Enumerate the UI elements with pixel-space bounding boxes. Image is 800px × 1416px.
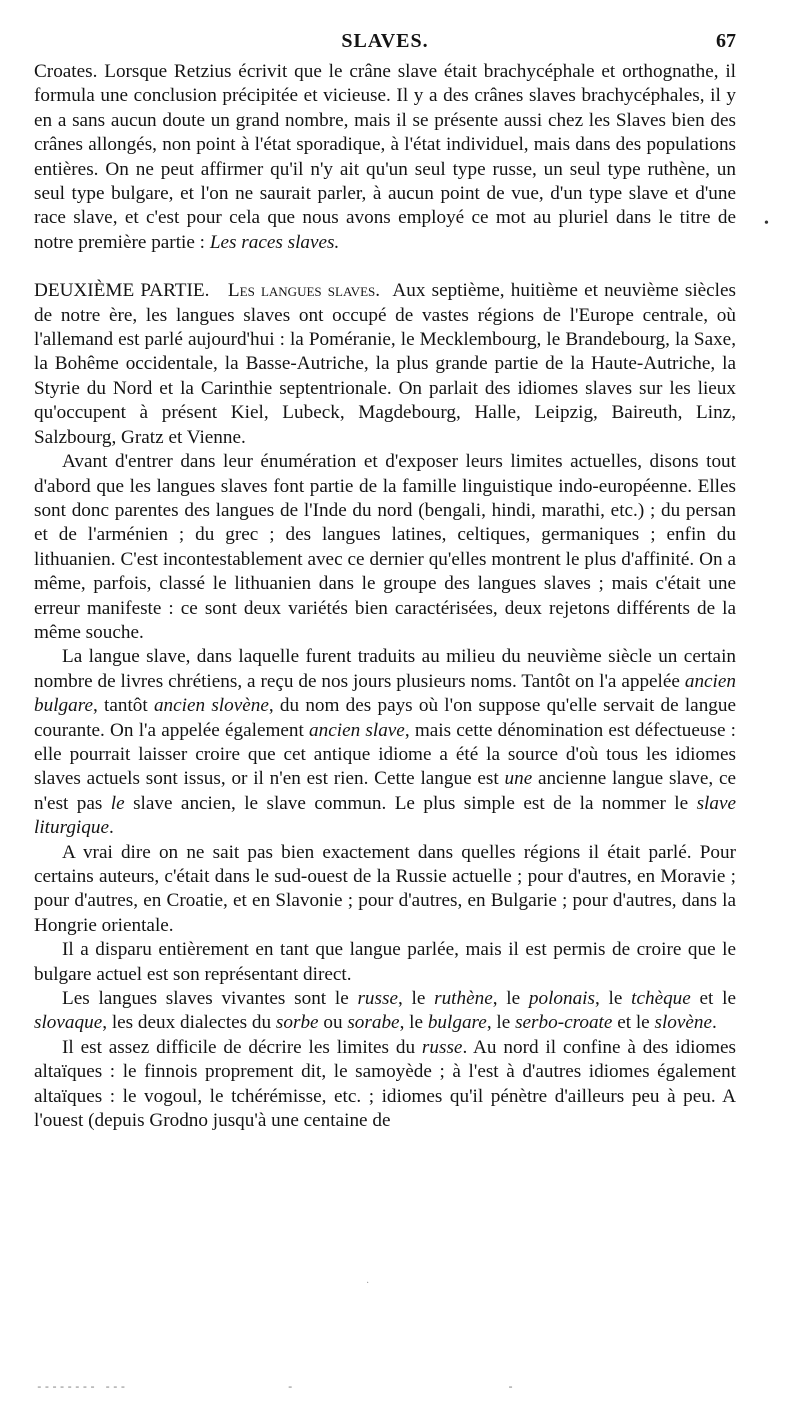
p7-q: , le	[486, 1012, 516, 1034]
p7-a: Les langues slaves vivantes sont le	[62, 988, 358, 1010]
page-speck: ·	[366, 1278, 370, 1289]
p4-h: une	[504, 768, 533, 790]
p8-b: russe	[421, 1036, 463, 1058]
p7-k: , les deux dialectes du	[102, 1012, 276, 1034]
p7-m: ou	[318, 1012, 348, 1034]
p4-j: le	[110, 792, 125, 814]
p7-s: et le	[612, 1012, 655, 1034]
p7-l: sorbe	[275, 1012, 319, 1034]
paragraph-3: Avant d'entrer dans leur énumération et d'exposer leurs limites actuelles, disons tout d'abord que les langues slaves font partie de la famille linguistique indo-européenne. Elles sont donc parentes des langues de l'Inde du nord (bengali, hindi, marathi, etc.) ; du persan et de l'arménien ; du grec ; des langues latines, celtiques, germaniques ; enfin du lithuanien. C'est incontestablement avec ce dernier qu'elles montrent le plus d'affinité. On a même, parfois, classé le lithuanien dans le groupe des langues slaves ; mais c'était une erreur manifeste : ce sont deux variétés bien caractérisées, deux rejetons différents de la même souche.	[34, 451, 736, 643]
paragraph-4	[34, 645, 736, 840]
paragraph-5: A vrai dire on ne sait pas bien exactement dans quelles régions il était parlé. Pour certains auteurs, c'était dans le sud-ouest de la Russie actuelle ; pour d'autres, en Moravie ; pour d'autres, en Croatie, et en Slavonie ; pour d'autres, en Bulgarie ; pour d'autres, dans la Hongrie orientale.	[34, 841, 736, 936]
p7-o: , le	[399, 1012, 428, 1034]
p8-c: . Au nord il confine à des idiomes altaïques : le finnois proprement dit, le samoyède ; à l'est à d'autres idiomes également altaïques : le vogoul, le tchérémisse, etc. ; idiomes qu'il pénètre d'ailleurs peu à peu. A l'ouest (depuis Grodno jusqu'à une centaine de	[34, 1036, 737, 1132]
p7-b: russe	[357, 988, 398, 1010]
paragraph-2-text: Aux septième, huitième et neuvième siècles de notre ère, les langues slaves ont occupé de vastes régions de l'Europe centrale, où l'allemand est parlé aujourd'hui : la Poméranie, le Mecklembourg, le Brandebourg, la Saxe, la Bohême occidentale, la Basse-Autriche, la plus grande partie de la Haute-Autriche, la Styrie du Nord et la Carinthie septentrionale. On parlait des idiomes slaves sur les lieux qu'occupent à présent Kiel, Lubeck, Magdebourg, Halle, Leipzig, Baireuth, Linz, Salzbourg, Gratz et Vienne.	[34, 280, 736, 448]
p8-a: Il est assez difficile de décrire les limites du	[62, 1036, 422, 1058]
p7-d: ruthène	[434, 988, 493, 1010]
p7-j: slovaque	[34, 1012, 103, 1034]
p4-k: slave ancien, le slave commun. Le plus simple est de la nommer le	[124, 792, 697, 814]
paragraph-1-italic: Les races slaves.	[209, 231, 340, 253]
p7-r: serbo-croate	[515, 1012, 613, 1034]
p7-c: , le	[397, 988, 435, 1010]
p7-u: .	[712, 1012, 717, 1034]
page-number: 67	[716, 30, 736, 52]
p4-f: ancien slave	[309, 719, 405, 741]
margin-speck: •	[764, 216, 769, 231]
p4-c: , tantôt	[92, 695, 154, 717]
page-header	[34, 30, 736, 56]
p7-i: et le	[690, 988, 736, 1010]
p7-p: bulgare	[427, 1012, 487, 1034]
section-heading: DEUXIÈME PARTIE.	[34, 280, 210, 302]
p7-e: , le	[492, 988, 529, 1010]
p4-d: ancien slovène	[153, 695, 269, 717]
p4-e: , du nom des pays où l'on suppose qu'elle servait de langue courante. On l'a appelée également	[34, 695, 737, 741]
paragraph-1-text: Croates. Lorsque Retzius écrivit que le crâne slave était brachycéphale et orthognathe, il formula une conclusion précipitée et vicieuse. Il y a des crânes slaves brachycéphales, il y en a sans aucun doute un grand nombre, mais il se présente aussi chez les Slaves bien des crânes allongés, non point à l'état sporadique, à l'état individuel, mais dans des populations entières. On ne peut affirmer qu'il n'y ait qu'un seul type russe, un seul type ruthène, un seul type bulgare, et l'on ne saurait parler, à aucun point de vue, d'un type slave et d'une race slave, et c'est pour cela que nous avons employé ce mot au pluriel dans le titre de notre première partie :	[34, 61, 736, 253]
scan-artifact-marks: -------- --- - -	[36, 1382, 515, 1394]
paragraph-7	[34, 987, 736, 1036]
p4-g: , mais cette dénomination est défectueuse : elle pourrait laisser croire que cet antique idiome a été la source d'où tous les idiomes slaves actuels sont issus, or il n'en est rien. Cette langue est	[34, 719, 736, 790]
p7-t: slovène	[654, 1012, 713, 1034]
p4-a: La langue slave, dans laquelle furent traduits au milieu du neuvième siècle un certain nombre de livres chrétiens, a reçu de nos jours plusieurs noms. Tantôt on l'a appelée	[34, 646, 736, 692]
p7-g: , le	[594, 988, 632, 1010]
section-paragraph	[34, 279, 736, 450]
p4-l: slave liturgique	[34, 792, 736, 839]
running-head: SLAVES.	[341, 30, 429, 52]
paragraph-8	[34, 1036, 736, 1134]
p4-b: ancien bulgare	[34, 670, 736, 717]
body-text	[34, 60, 736, 1133]
p4-i: ancienne langue slave, ce n'est pas	[34, 768, 736, 814]
paragraph-1	[34, 60, 736, 255]
p7-h: tchèque	[631, 988, 691, 1010]
p7-f: polonais	[528, 988, 595, 1010]
p4-m: .	[108, 817, 114, 839]
section-subheading: Les langues slaves.	[227, 280, 381, 302]
paragraph-6: Il a disparu entièrement en tant que langue parlée, mais il est permis de croire que le bulgare actuel est son représentant direct.	[34, 939, 736, 985]
p7-n: sorabe	[347, 1012, 400, 1034]
